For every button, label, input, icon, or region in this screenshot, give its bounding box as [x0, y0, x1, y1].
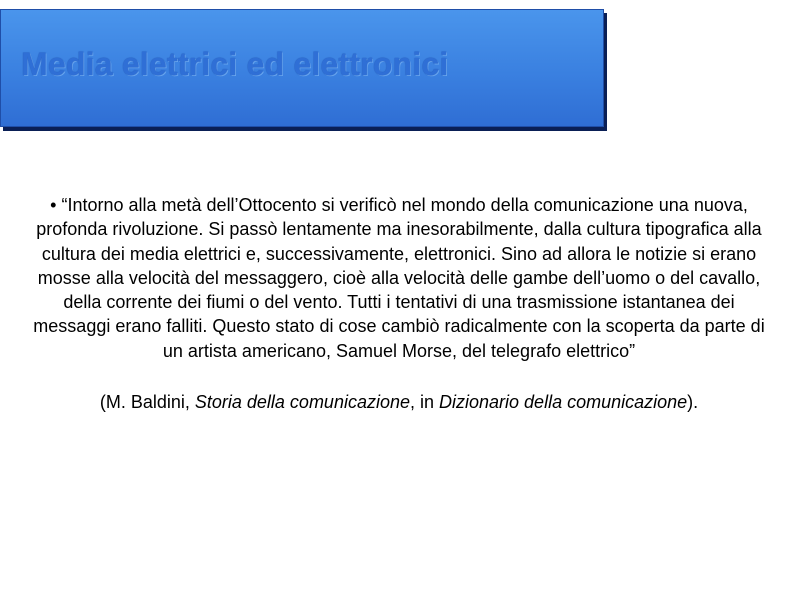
bullet-glyph: • — [50, 195, 57, 215]
slide-body — [26, 193, 772, 414]
citation — [26, 390, 772, 414]
citation-open: (M. Baldini, — [99, 392, 195, 413]
citation-work-title: Storia della comunicazione — [194, 392, 410, 413]
citation-close: ). — [687, 392, 699, 413]
citation-middle: , in — [410, 392, 440, 413]
quote-text: “Intorno alla metà dell’Ottocento si verificò nel mondo della comunicazione una nuova, profonda rivoluzione. Si passò lentamente ma inesorabilmente, dalla cultura tipografica alla cultura dei media elettrici e, successivamente, elettronici. Sino ad allora le notizie si erano mosse alla velocità del messaggero, cioè alla velocità delle gambe dell’uomo o del cavallo, della corrente dei fiumi o del vento. Tutti i tentativi di una trasmissione istantanea dei messaggi erano falliti. Questo stato di cose cambiò radicalmente con la scoperta da parte di un artista americano, Samuel Morse, del telegrafo elettrico” — [33, 195, 765, 361]
slide-title: Media elettrici ed elettronici — [21, 46, 449, 82]
title-banner — [0, 9, 604, 127]
citation-source-title: Dizionario della comunicazione — [439, 392, 688, 413]
quote-paragraph — [26, 193, 772, 363]
